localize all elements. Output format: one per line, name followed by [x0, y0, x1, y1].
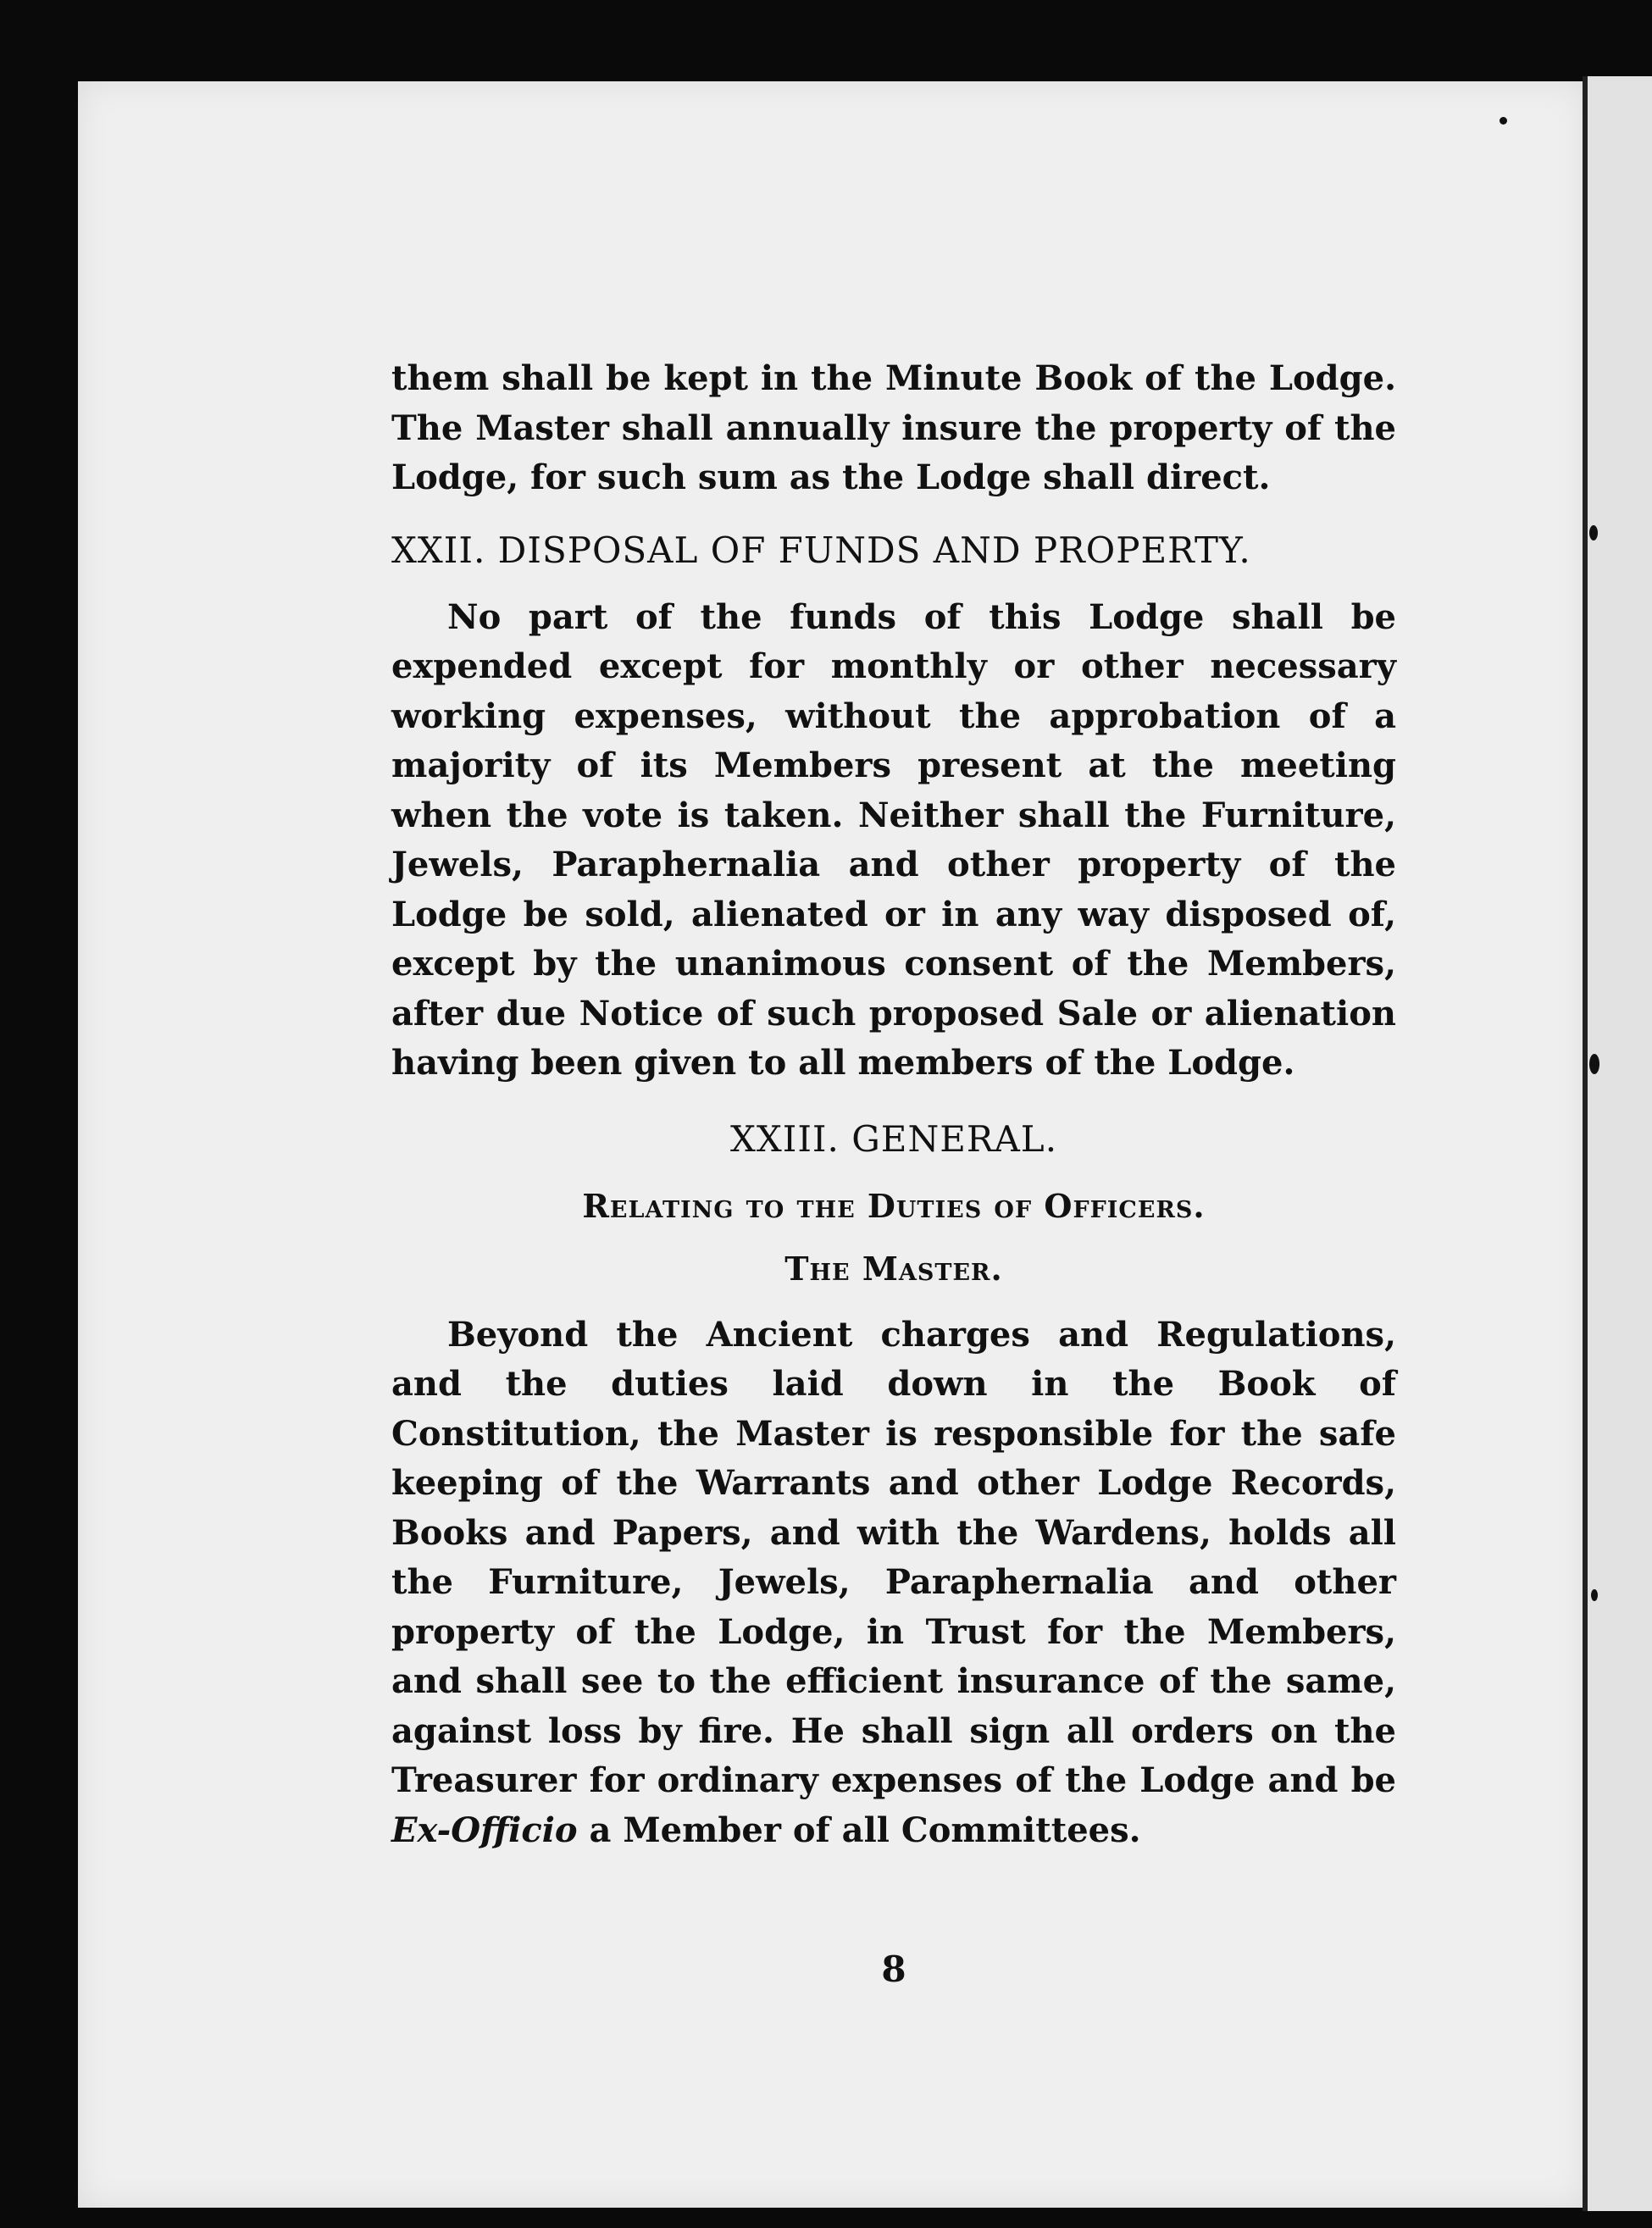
scan-speck — [1589, 525, 1598, 540]
scan-speck — [1500, 117, 1507, 125]
facing-page-edge — [1588, 76, 1652, 2211]
ex-officio-italic: Ex-Officio — [391, 1810, 578, 1850]
relating-duties-subheading: Relating to the Duties of Officers. — [582, 1186, 1206, 1225]
scan-speck — [1589, 1054, 1599, 1074]
master-duties-text-2: a Member of all Committees. — [577, 1810, 1141, 1850]
master-duties-paragraph — [391, 1311, 1396, 1856]
section-xxii-paragraph: No part of the funds of this Lodge shall be expended except for monthly or other necessary working expenses, without the approbation of a majority of its Members present at the meeting when the vote is taken. Neither shall the Furniture, Jewels, Paraphernalia and other property of the Lodge be sold, alienated or in any way disposed of, except by the unanimous consent of the Members, after due Notice of such proposed Sale or alienation having been given to all members of the Lodge. — [391, 596, 1396, 1083]
scan-speck — [1591, 1589, 1598, 1601]
page-text — [391, 354, 1396, 1855]
master-duties-text-1: Beyond the Ancient charges and Regulations, and the duties laid down in the Book of Constitution, the Master is responsible for the safe keeping of the Warrants and other Lodge Records, Books and Papers, and with the Wardens, holds all the Furniture, Jewels, Paraphernalia and other property of the Lodge, in Trust for the Members, and shall see to the efficient insurance of the same, against loss by fire. He shall sign all orders on the Treasurer for ordinary expenses of the Lodge and be — [391, 1314, 1396, 1800]
section-xxiii-heading: XXIII. GENERAL. — [729, 1117, 1058, 1160]
continuation-paragraph: them shall be kept in the Minute Book of the Lodge. The Master shall annually insure the property of the Lodge, for such sum as the Lodge shall direct. — [391, 358, 1396, 497]
section-xxii-heading: XXII. DISPOSAL OF FUNDS AND PROPERTY. — [391, 529, 1251, 571]
the-master-subheading: The Master. — [784, 1249, 1003, 1288]
page-number: 8 — [881, 1948, 906, 1990]
